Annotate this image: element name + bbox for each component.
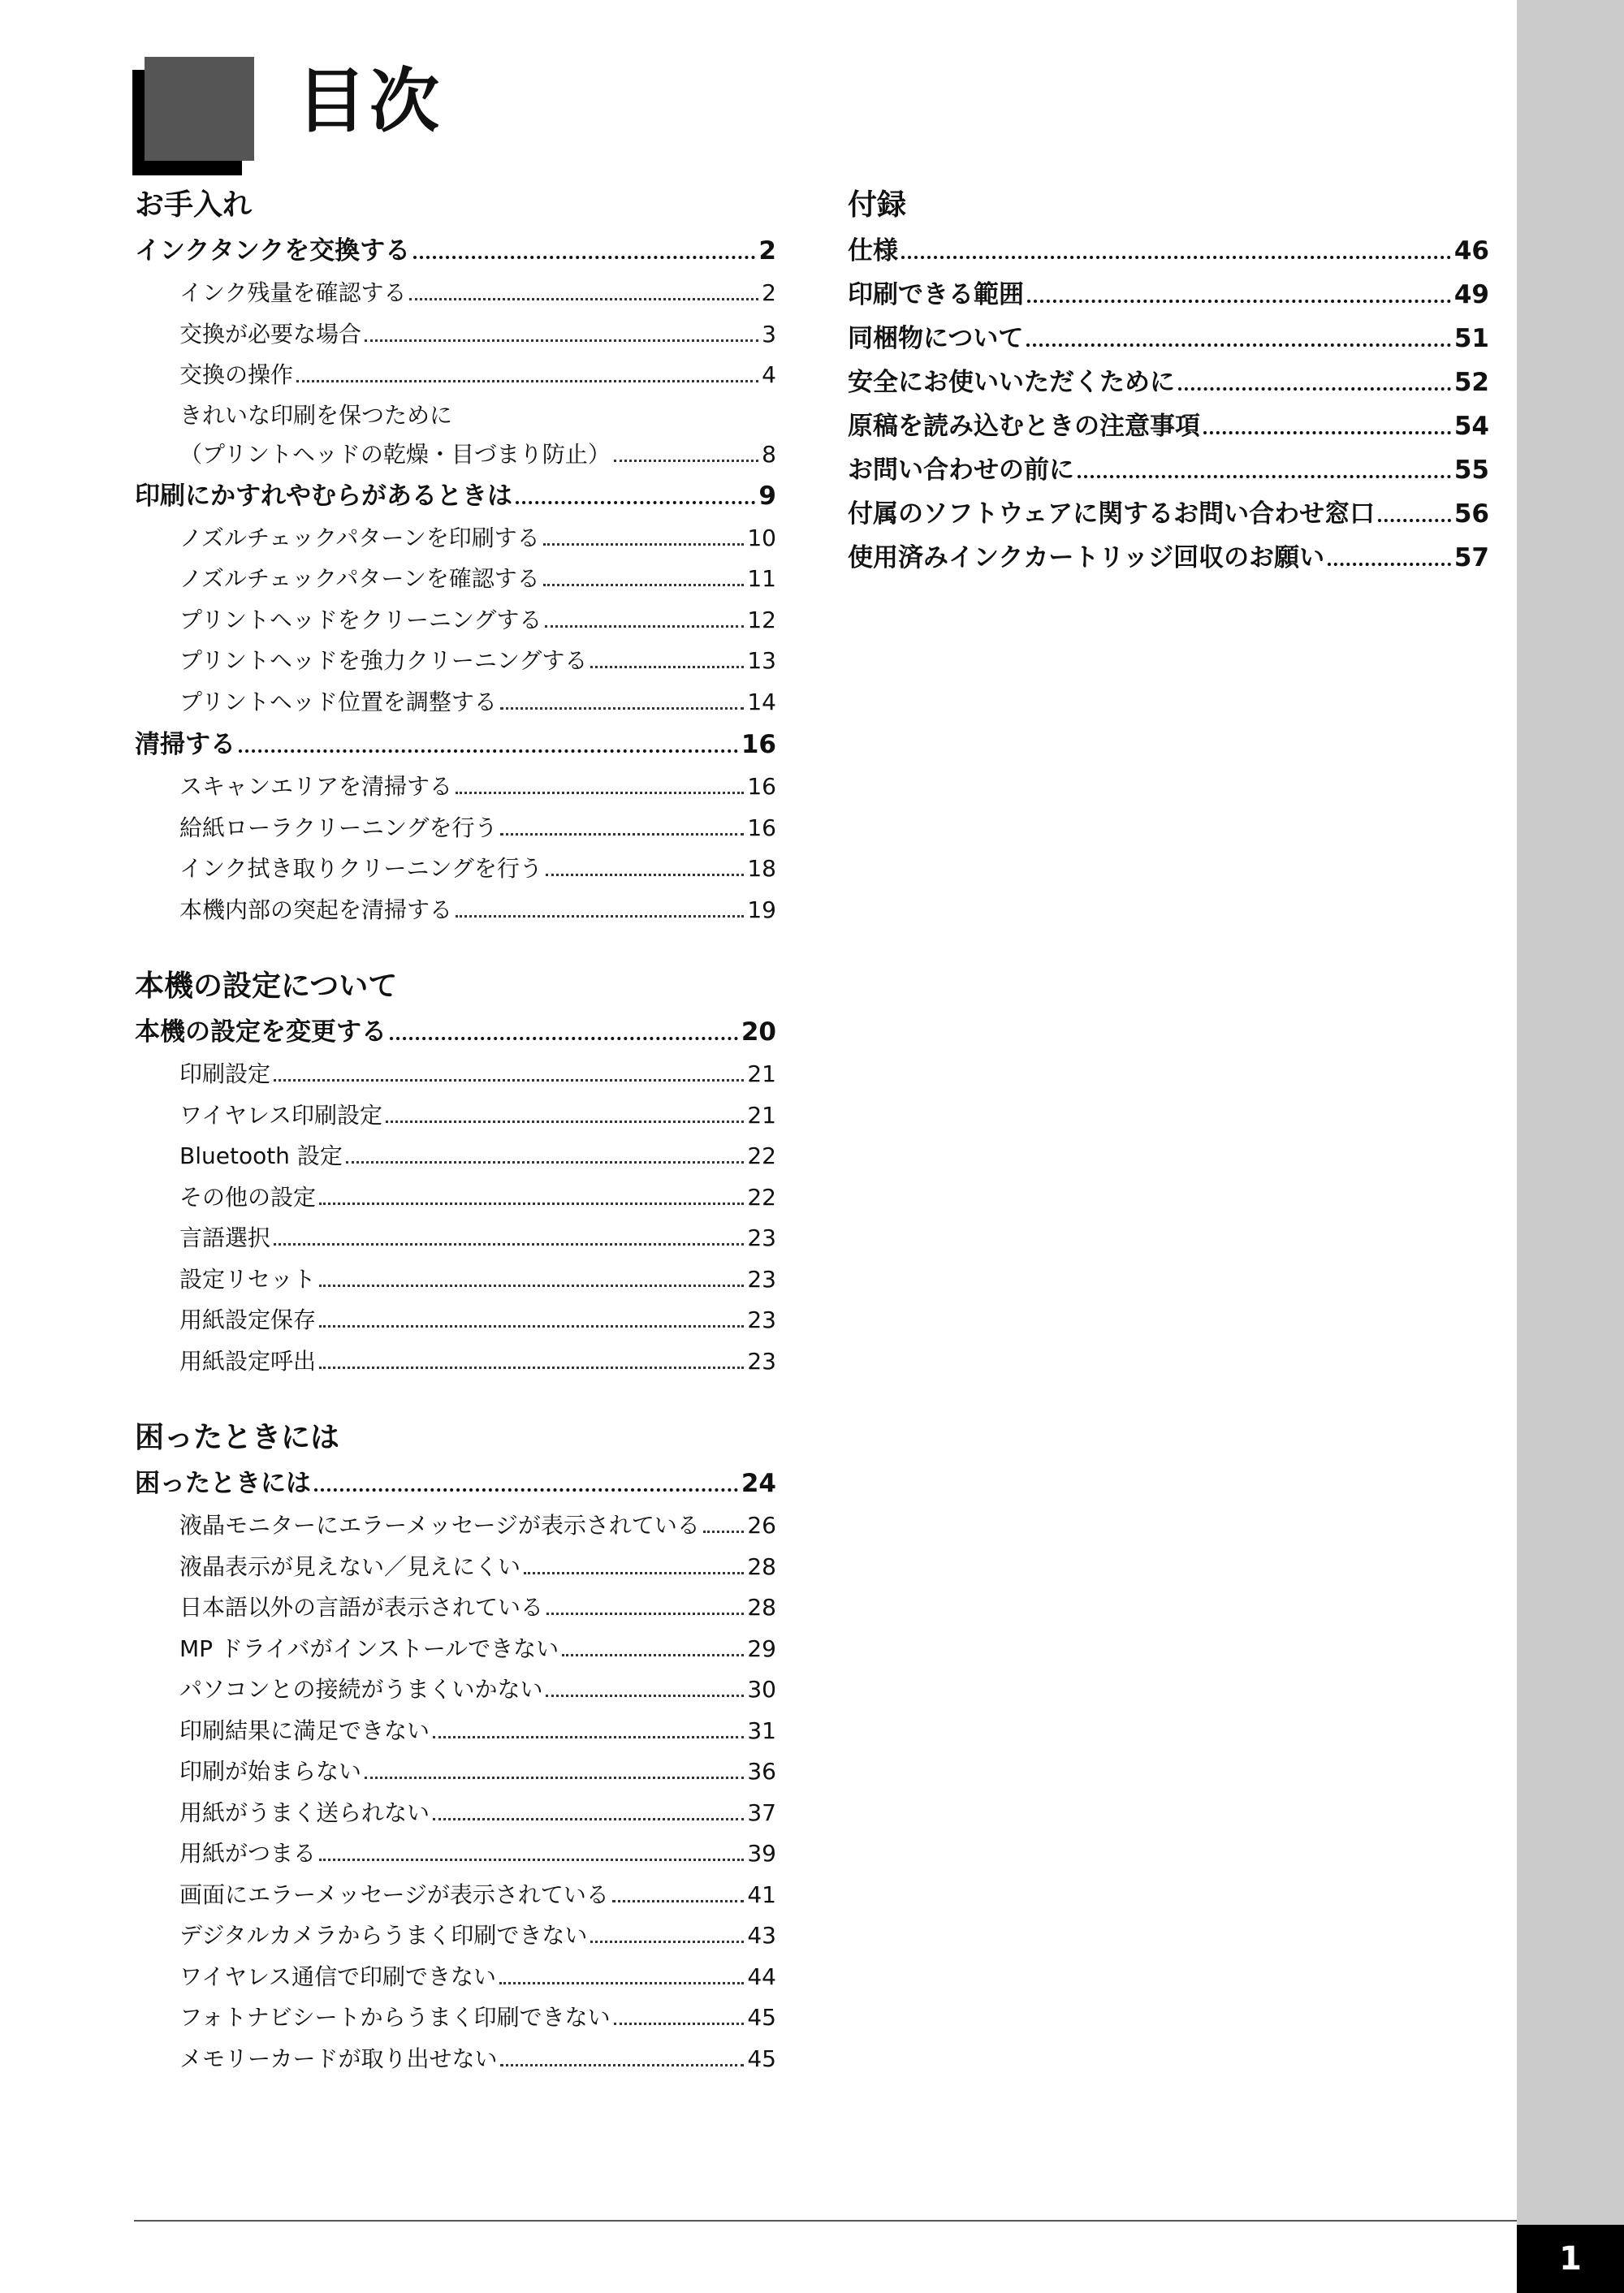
toc-entry[interactable] (135, 1997, 776, 2039)
leader-dots (1078, 475, 1451, 478)
entry-page: 2 (762, 279, 776, 306)
entry-title-line2: （プリントヘッドの乾燥・目づまり防止） (179, 440, 611, 468)
toc-entry[interactable] (135, 1793, 776, 1834)
entry-page: 21 (747, 1101, 776, 1129)
entry-page: 23 (747, 1265, 776, 1293)
page-number: 1 (1517, 2225, 1624, 2293)
toc-entry[interactable] (135, 600, 776, 641)
toc-entry-major[interactable] (848, 317, 1489, 361)
toc-entry-major[interactable] (848, 404, 1489, 448)
leader-dots (319, 1325, 744, 1328)
entry-page: 23 (747, 1306, 776, 1333)
leader-dots (545, 625, 744, 628)
entry-page: 22 (747, 1142, 776, 1169)
leader-dots (901, 256, 1451, 259)
entry-title: プリントヘッドをクリーニングする (179, 606, 542, 633)
toc-entry-major[interactable] (848, 492, 1489, 536)
toc-entry[interactable] (135, 1669, 776, 1711)
entry-title: 本機内部の突起を清掃する (179, 896, 453, 923)
entry-page: 49 (1453, 280, 1489, 309)
entry-page: 2 (758, 236, 776, 266)
entry-page: 41 (747, 1881, 776, 1908)
toc-entry[interactable] (135, 1875, 776, 1916)
entry-title: お問い合わせの前に (848, 456, 1074, 485)
toc-entry[interactable] (135, 1915, 776, 1957)
leader-dots (543, 543, 745, 546)
leader-dots (500, 707, 744, 710)
entry-page: 28 (747, 1552, 776, 1580)
entry-title: 印刷結果に満足できない (179, 1717, 430, 1744)
entry-page: 36 (747, 1758, 776, 1785)
entry-page: 43 (747, 1922, 776, 1949)
entry-page: 23 (747, 1347, 776, 1375)
entry-page: 19 (747, 896, 776, 923)
entry-page: 10 (747, 524, 776, 551)
toc-entry[interactable] (135, 1711, 776, 1752)
entry-title: Bluetooth 設定 (179, 1142, 343, 1169)
entry-title: 日本語以外の言語が表示されている (179, 1594, 544, 1621)
entry-title: 同梱物について (848, 324, 1024, 353)
leader-dots (456, 792, 744, 794)
toc-left-column (135, 182, 776, 2079)
entry-page: 45 (747, 2045, 776, 2072)
leader-dots (500, 833, 744, 836)
leader-dots (524, 1572, 744, 1574)
entry-title: 困ったときには (135, 1469, 311, 1498)
leader-dots (516, 501, 755, 504)
leader-dots (614, 2023, 745, 2025)
leader-dots (409, 298, 758, 300)
leader-dots (346, 1161, 745, 1164)
entry-page: 26 (747, 1512, 776, 1539)
toc-entry[interactable] (135, 559, 776, 600)
toc-right-column (848, 182, 1489, 580)
leader-dots (433, 1736, 744, 1738)
leader-dots (274, 1079, 744, 1082)
toc-entry-major[interactable] (135, 1010, 776, 1054)
toc-entry-major[interactable] (848, 448, 1489, 492)
leader-dots (274, 1243, 744, 1246)
entry-page: 51 (1453, 324, 1489, 353)
entry-title: 用紙設定呼出 (179, 1347, 317, 1375)
entry-page: 4 (762, 361, 776, 388)
entry-title: ワイヤレス印刷設定 (179, 1101, 383, 1129)
leader-dots (319, 1367, 744, 1369)
toc-entry[interactable] (135, 1341, 776, 1383)
toc-entry[interactable] (135, 2039, 776, 2080)
leader-dots (319, 1859, 744, 1861)
entry-title: MP ドライバがインストールできない (179, 1634, 559, 1662)
entry-page: 16 (747, 773, 776, 800)
entry-page: 16 (741, 730, 776, 759)
leader-dots (296, 380, 758, 382)
toc-entry[interactable] (135, 1136, 776, 1177)
footer-rule (134, 2220, 1517, 2222)
leader-dots (546, 874, 744, 876)
leader-dots (614, 460, 758, 462)
toc-entry[interactable] (135, 890, 776, 931)
entry-title: ノズルチェックパターンを確認する (179, 565, 540, 592)
section-heading-maintenance: お手入れ (135, 188, 253, 222)
entry-page: 52 (1453, 368, 1489, 397)
leader-dots (1178, 387, 1451, 391)
toc-entry[interactable] (135, 1218, 776, 1259)
entry-page: 8 (762, 440, 776, 468)
leader-dots (546, 1613, 744, 1615)
entry-title: インク拭き取りクリーニングを行う (179, 855, 542, 882)
leader-dots (433, 1818, 744, 1820)
entry-title: デジタルカメラからうまく印刷できない (179, 1922, 588, 1949)
entry-page: 14 (747, 688, 776, 715)
entry-title: メモリーカードが取り出せない (179, 2045, 498, 2072)
entry-page: 3 (762, 320, 776, 348)
entry-title: 原稿を読み込むときの注意事項 (848, 412, 1200, 441)
title-square (145, 57, 254, 161)
toc-entry[interactable] (135, 1629, 776, 1670)
entry-title: 仕様 (848, 236, 898, 266)
entry-page: 24 (741, 1469, 776, 1498)
entry-title: 用紙がつまる (179, 1840, 317, 1867)
toc-entry-major[interactable] (848, 229, 1489, 273)
side-tab-strip (1517, 0, 1624, 2293)
toc-entry-major[interactable] (848, 361, 1489, 404)
entry-title: 液晶表示が見えない／見えにくい (179, 1552, 521, 1580)
entry-title: 印刷設定 (179, 1060, 271, 1087)
leader-dots (413, 256, 755, 259)
toc-entry[interactable] (135, 355, 776, 396)
entry-page: 37 (747, 1799, 776, 1826)
toc-entry[interactable] (135, 849, 776, 890)
toc-entry[interactable] (135, 1054, 776, 1095)
toc-entry[interactable] (135, 1957, 776, 1998)
entry-title: 印刷できる範囲 (848, 280, 1024, 309)
entry-title: スキャンエリアを清掃する (179, 773, 453, 800)
entry-title: 言語選択 (179, 1224, 271, 1251)
entry-title: 印刷が始まらない (179, 1758, 362, 1785)
entry-title: 液晶モニターにエラーメッセージが表示されている (179, 1512, 700, 1539)
leader-dots (543, 584, 745, 586)
entry-title: 清掃する (135, 730, 235, 759)
entry-title: その他の設定 (179, 1183, 317, 1211)
entry-page: 57 (1453, 543, 1489, 572)
entry-title: 用紙設定保存 (179, 1306, 317, 1333)
entry-title: ワイヤレス通信で印刷できない (179, 1963, 497, 1990)
toc-entry-major[interactable] (848, 536, 1489, 580)
leader-dots (612, 1900, 744, 1902)
entry-page: 20 (741, 1017, 776, 1047)
entry-page: 31 (747, 1717, 776, 1744)
entry-page: 54 (1453, 412, 1489, 441)
entry-title: 給紙ローラクリーニングを行う (179, 814, 498, 841)
toc-entry[interactable] (135, 1095, 776, 1137)
entry-page: 45 (747, 2004, 776, 2031)
leader-dots (499, 1982, 744, 1984)
entry-page: 23 (747, 1224, 776, 1251)
leader-dots (314, 1488, 738, 1492)
entry-page: 44 (747, 1963, 776, 1990)
entry-title: 付属のソフトウェアに関するお問い合わせ窓口 (848, 499, 1376, 529)
entry-title: 使用済みインクカートリッジ回収のお願い (848, 543, 1325, 572)
leader-dots (1378, 519, 1451, 522)
toc-entry[interactable] (135, 1833, 776, 1875)
entry-title: インクタンクを交換する (135, 236, 411, 266)
toc-entry[interactable] (135, 766, 776, 808)
leader-dots (456, 915, 744, 918)
entry-title: 用紙がうまく送られない (179, 1799, 430, 1826)
entry-title: 本機の設定を変更する (135, 1017, 387, 1047)
toc-entry-multiline[interactable] (135, 396, 776, 474)
entry-page: 55 (1453, 456, 1489, 485)
entry-page: 22 (747, 1183, 776, 1211)
leader-dots (319, 1285, 745, 1287)
entry-page: 28 (747, 1594, 776, 1621)
toc-entry[interactable] (135, 1300, 776, 1341)
entry-title: インク残量を確認する (179, 279, 407, 306)
entry-page: 18 (747, 855, 776, 882)
toc-entry[interactable] (135, 518, 776, 559)
entry-title: 画面にエラーメッセージが表示されている (179, 1881, 609, 1908)
page-title: 目次 (296, 61, 443, 142)
leader-dots (239, 749, 738, 753)
entry-page: 16 (747, 814, 776, 841)
entry-page: 29 (747, 1634, 776, 1662)
leader-dots (390, 1037, 738, 1040)
entry-page: 39 (747, 1840, 776, 1867)
leader-dots (590, 1941, 744, 1943)
leader-dots (365, 339, 758, 342)
toc-entry[interactable] (135, 1177, 776, 1219)
entry-title: フォトナビシートからうまく印刷できない (179, 2004, 611, 2031)
entry-page: 21 (747, 1060, 776, 1087)
section-spacer (135, 931, 776, 963)
toc-entry[interactable] (135, 1751, 776, 1793)
section-heading-troubleshooting: 困ったときには (135, 1421, 340, 1454)
toc-entry-major[interactable] (135, 723, 776, 766)
toc-entry[interactable] (135, 1505, 776, 1547)
toc-entry[interactable] (135, 314, 776, 356)
toc-entry[interactable] (135, 1547, 776, 1588)
leader-dots (319, 1203, 744, 1205)
toc-entry[interactable] (135, 682, 776, 723)
leader-dots (1203, 431, 1451, 434)
entry-title: 印刷にかすれやむらがあるときは (135, 481, 512, 511)
leader-dots (500, 2064, 744, 2066)
entry-page: 11 (747, 565, 776, 592)
leader-dots (1027, 300, 1451, 303)
section-heading-settings: 本機の設定について (135, 969, 398, 1003)
entry-title: プリントヘッドを強力クリーニングする (179, 647, 588, 674)
entry-page: 46 (1453, 236, 1489, 266)
entry-page: 30 (747, 1676, 776, 1703)
entry-title: 交換の操作 (179, 361, 294, 388)
leader-dots (590, 666, 744, 668)
entry-title: 交換が必要な場合 (179, 320, 362, 348)
leader-dots (365, 1777, 744, 1779)
section-spacer (135, 1382, 776, 1414)
entry-title: 安全にお使いいただくために (848, 368, 1175, 397)
toc-entry[interactable] (135, 808, 776, 849)
toc-entry[interactable] (135, 641, 776, 682)
entry-title: パソコンとの接続がうまくいかない (179, 1676, 543, 1703)
section-heading-appendix: 付録 (848, 188, 907, 222)
entry-title: 設定リセット (179, 1265, 316, 1293)
entry-title: ノズルチェックパターンを印刷する (179, 524, 540, 551)
entry-title-line1: きれいな印刷を保つために (179, 401, 453, 429)
toc-entry-major[interactable] (848, 273, 1489, 317)
entry-page: 56 (1453, 499, 1489, 529)
entry-page: 9 (758, 481, 776, 511)
toc-entry[interactable] (135, 273, 776, 314)
leader-dots (1026, 343, 1450, 347)
toc-entry-major[interactable] (135, 474, 776, 518)
entry-page: 12 (747, 606, 776, 633)
toc-entry[interactable] (135, 1259, 776, 1301)
entry-title: プリントヘッド位置を調整する (179, 688, 497, 715)
leader-dots (546, 1695, 744, 1697)
toc-entry-major[interactable] (135, 229, 776, 273)
toc-entry-major[interactable] (135, 1462, 776, 1505)
leader-dots (1328, 563, 1451, 566)
toc-entry[interactable] (135, 1587, 776, 1629)
leader-dots (562, 1654, 744, 1656)
leader-dots (386, 1121, 744, 1123)
leader-dots (703, 1531, 744, 1533)
entry-page: 13 (747, 647, 776, 674)
